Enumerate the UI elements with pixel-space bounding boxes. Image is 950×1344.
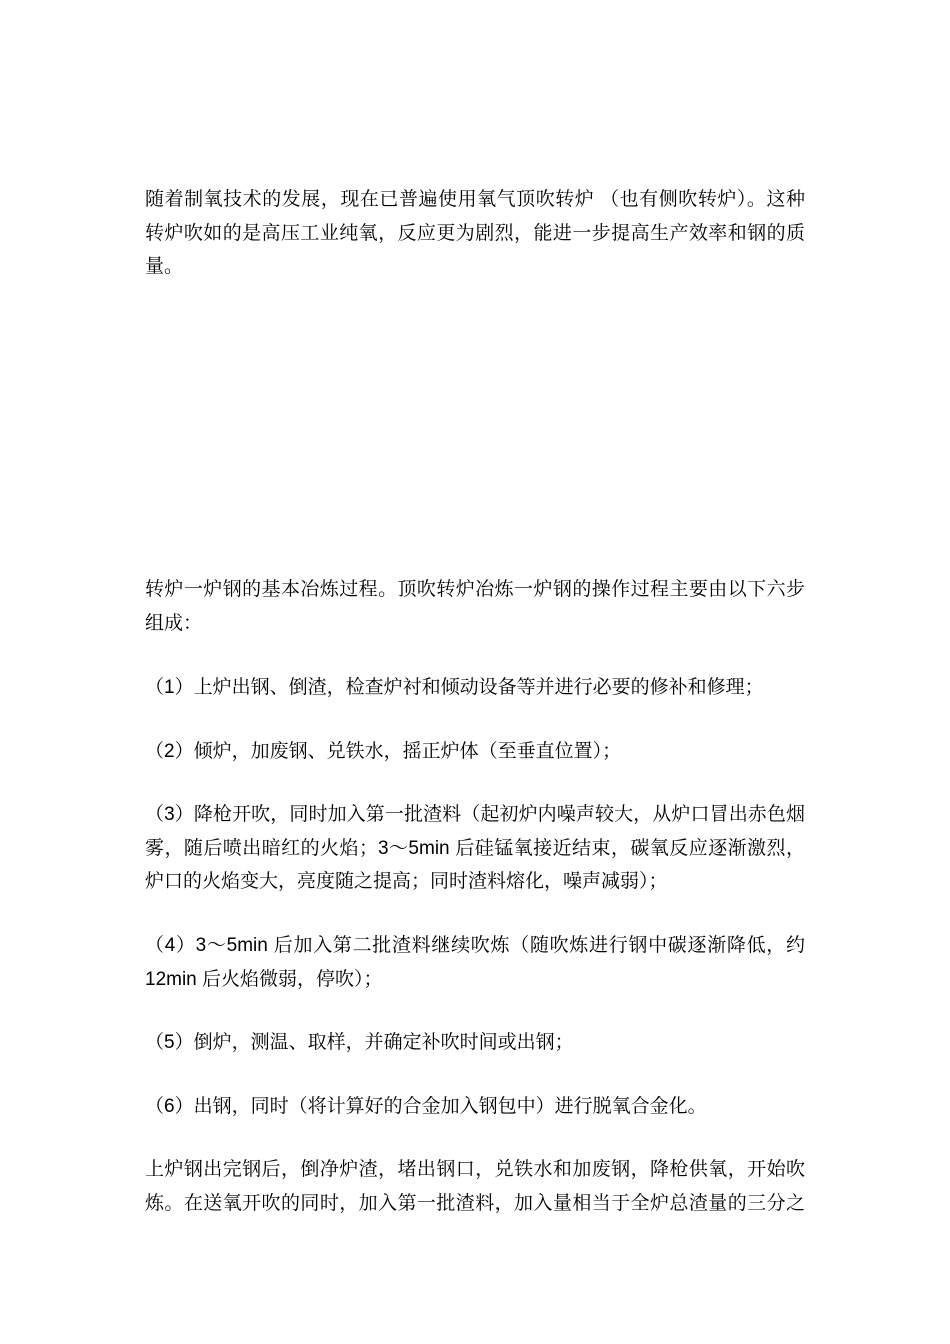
text-line: （6）出钢，同时（将计算好的合金加入钢包中）进行脱氧合金化。 bbox=[145, 1096, 707, 1117]
text-line: 雾，随后喷出暗红的火焰；3～5min 后硅锰氧接近结束，碳氧反应逐渐激烈， bbox=[145, 837, 805, 859]
step-1 bbox=[145, 671, 805, 705]
text-line: （5）倒炉，测温、取样，并确定补吹时间或出钢； bbox=[145, 1032, 574, 1053]
text-line: 转炉一炉钢的基本冶炼过程。顶吹转炉冶炼一炉钢的操作过程主要由以下六步 bbox=[145, 579, 805, 600]
text-line: （1）上炉出钢、倒渣，检查炉衬和倾动设备等并进行必要的修补和修理； bbox=[145, 677, 764, 698]
step-6 bbox=[145, 1090, 805, 1124]
text-line: 组成： bbox=[145, 612, 203, 634]
text-line: 随着制氧技术的发展，现在已普遍使用氧气顶吹转炉 （也有侧吹转炉）。这种 bbox=[145, 189, 805, 210]
step-3 bbox=[145, 798, 805, 899]
step-2 bbox=[145, 735, 805, 769]
step-5 bbox=[145, 1026, 805, 1060]
text-line: 量。 bbox=[145, 256, 184, 277]
paragraph-blowing-start bbox=[145, 1153, 805, 1220]
text-line: 转炉吹如的是高压工业纯氧，反应更为剧烈，能进一步提高生产效率和钢的质 bbox=[145, 222, 805, 244]
text-line: 上炉钢出完钢后，倒净炉渣，堵出钢口，兑铁水和加废钢，降枪供氧，开始吹 bbox=[145, 1159, 805, 1180]
text-line: （3）降枪开吹，同时加入第一批渣料（起初炉内噪声较大，从炉口冒出赤色烟 bbox=[145, 804, 805, 825]
text-line: 炉口的火焰变大，亮度随之提高；同时渣料熔化，噪声减弱）； bbox=[145, 871, 668, 892]
text-line: 炼。在送氧开吹的同时，加入第一批渣料，加入量相当于全炉总渣量的三分之 bbox=[145, 1192, 805, 1214]
text-line: （2）倾炉，加废钢、兑铁水，摇正炉体（至垂直位置）； bbox=[145, 741, 622, 762]
paragraph-process-overview bbox=[145, 573, 805, 640]
text-line: （4）3～5min 后加入第二批渣料继续吹炼（随吹炼进行钢中碳逐渐降低，约 bbox=[145, 935, 805, 956]
text-line: 12min 后火焰微弱，停吹）； bbox=[145, 968, 383, 990]
step-4 bbox=[145, 929, 805, 996]
paragraph-oxygen-top-blown-converter bbox=[145, 183, 805, 284]
